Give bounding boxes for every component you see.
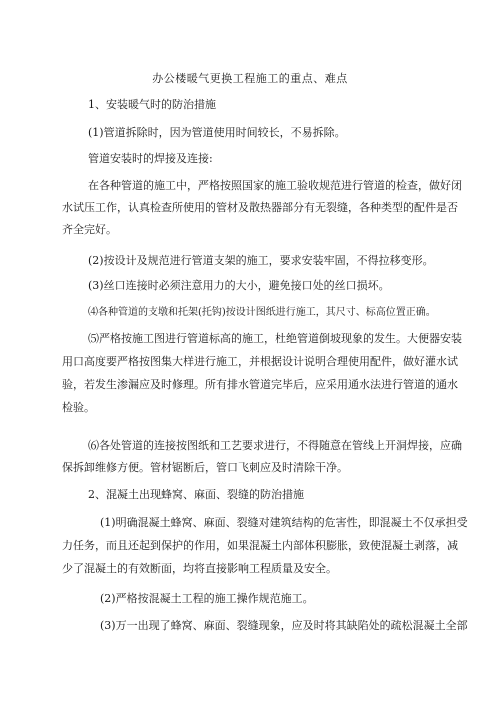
document-title: 办公楼暖气更换工程施工的重点、难点 [152,72,348,85]
s1-paragraph-7-line-3: 验，若发生渗漏应及时修理。所有排水管道完毕后，应采用通水法进行管道的通水 [62,378,458,391]
section-2-heading: 2、混凝土出现蜂窝、麻面、裂缝的防治措施 [88,488,304,501]
s1-paragraph-7-line-2: 用口高度要严格按图集大样进行施工，并根据设计说明合理使用配件，做好灌水试 [62,355,458,368]
s2-paragraph-2: (2)严格按混凝土工程的施工操作规范施工。 [100,592,314,605]
s1-paragraph-3-line-2: 水试压工作，认真检查所使用的管材及散热器部分有无裂缝，各种类型的配件是否 [62,201,458,214]
s2-paragraph-1-line-1: (1)明确混凝土蜂窝、麻面、裂缝对建筑结构的危害性，即混凝土不仅承担受 [100,516,468,529]
s2-paragraph-1-line-3: 少了混凝土的有效断面，均将直接影响工程质量及安全。 [62,562,337,575]
s1-paragraph-8-line-1: ⑹各处管道的连接按图纸和工艺要求进行，不得随意在管线上开洞焊接，应确 [88,439,462,452]
s1-paragraph-6: ⑷各种管道的支墩和托架(托钩)按设计图纸进行施工，其尺寸、标高位置正确。 [88,307,436,318]
s1-paragraph-7-line-1: ⑸严格按施工图进行管道标高的施工，杜绝管道倒坡现象的发生。大便器安装 [88,332,462,345]
s1-paragraph-2: 管道安装时的焊接及连接: [88,152,213,165]
section-1-heading: 1、安装暖气时的防治措施 [88,98,216,111]
s1-paragraph-8-line-2: 保拆卸维修方便。管材锯断后，管口飞刺应及时清除干净。 [62,461,348,474]
s1-paragraph-5: (3)丝口连接时必须注意用力的大小，避免接口处的丝口损坏。 [88,279,390,292]
s1-paragraph-3-line-3: 齐全完好。 [62,223,117,236]
s2-paragraph-1-line-2: 力任务，而且还起到保护的作用，如果混凝土内部体积膨胀，致使混凝土剥落，减 [62,539,458,552]
s1-paragraph-1: (1)管道拆除时，因为管道使用时间较长，不易拆除。 [88,126,346,139]
s1-paragraph-4: (2)按设计及规范进行管道支架的施工，要求安装牢固，不得拉移变形。 [88,254,434,267]
s1-paragraph-3-line-1: 在各种管道的施工中，严格按照国家的施工验收规范进行管道的检查，做好闭 [88,179,462,192]
s1-paragraph-7-line-4: 检验。 [62,401,95,414]
s2-paragraph-3: (3)万一出现了蜂窝、麻面、裂缝现象，应及时将其缺陷处的疏松混凝土全部 [100,619,468,632]
